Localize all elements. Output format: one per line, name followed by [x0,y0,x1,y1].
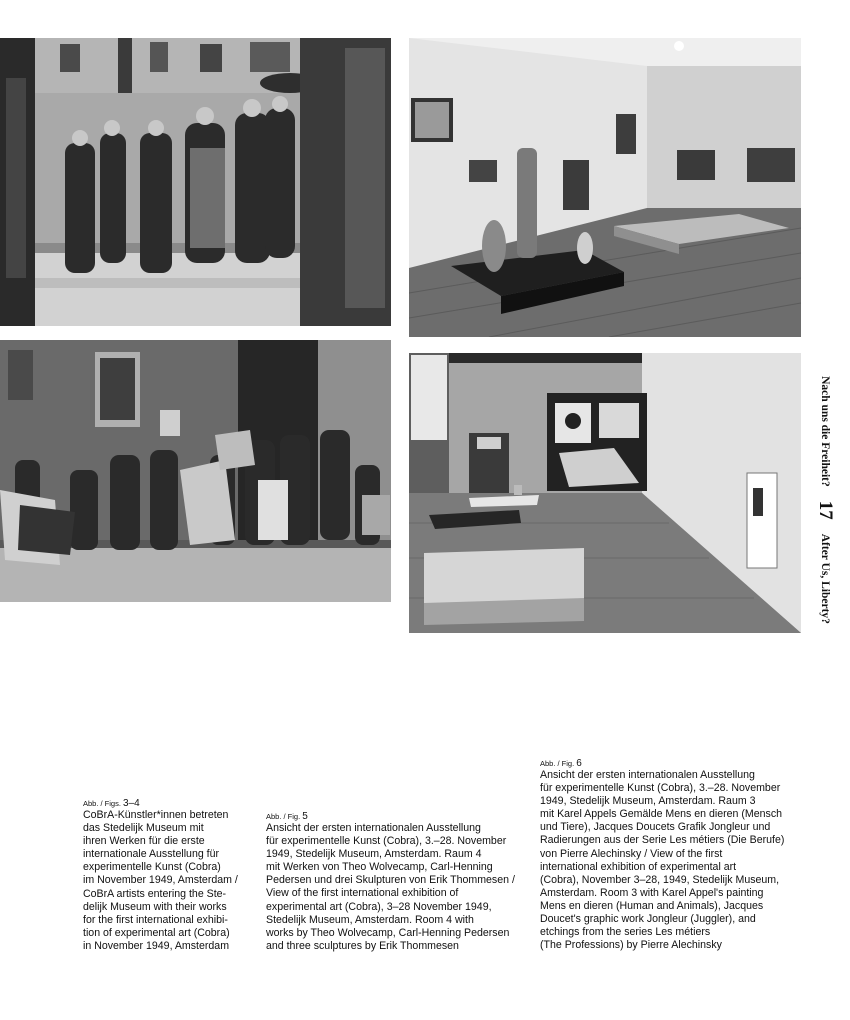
caption-line: Amsterdam. Room 3 with Karel Appel's painting [540,886,764,899]
photo-exhibition-room-3 [409,353,801,633]
caption-line: für experimentelle Kunst (Cobra), 3.–28. November [540,782,781,795]
caption-line: Radierungen aus der Serie Les métiers (Die Berufe) [540,834,785,847]
running-head [812,362,838,637]
caption-line: experimental art (Cobra), 3–28 November 1949, [266,900,492,913]
running-head-german: Nach uns die Freiheit? [819,375,831,487]
caption-line: internationale Ausstellung für [83,848,220,861]
photo-artists-entering [0,38,391,326]
caption-line: in November 1949, Amsterdam [83,939,230,952]
caption-label: Abb. / Fig. 5 [266,811,308,822]
caption-line: etchings from the series Les métiers [540,926,711,939]
caption-line: Ansicht der ersten internationalen Ausstellung [540,769,755,781]
caption-line: mit Werken von Theo Wolvecamp, Carl-Henning [266,861,493,874]
caption-line: (The Professions) by Pierre Alechinsky [540,939,722,952]
photo-artists-street-image [0,340,391,602]
caption-line: tion of experimental art (Cobra) [83,926,230,939]
caption-line: Pedersen und drei Skulpturen von Erik Thommesen / [266,874,515,887]
caption-fig-6 [540,758,805,952]
caption-line: international exhibition of experimental art [540,860,737,873]
caption-line: von Pierre Alechinsky / View of the first [540,847,723,860]
caption-line: works by Theo Wolvecamp, Carl-Henning Pedersen [266,926,510,939]
running-head-english: After Us, Liberty? [819,533,831,624]
caption-line: View of the first international exhibition of [266,887,459,900]
caption-line: (Cobra), November 3–28, 1949, Stedelijk Museum, [540,873,780,886]
caption-line: Ansicht der ersten internationalen Ausstellung [266,822,481,834]
caption-line: mit Karel Appels Gemälde Mens en dieren (Mensch [540,808,783,821]
caption-line: für experimentelle Kunst (Cobra), 3.–28. November [266,835,507,848]
photo-artists-street [0,340,391,602]
caption-line: ihren Werken für die erste [83,835,205,848]
caption-label: Abb. / Figs. 3–4 [83,798,140,809]
caption-label: Abb. / Fig. 6 [540,758,582,769]
caption-line: and three sculptures by Erik Thommesen [266,939,459,952]
page-number: 17 [815,500,836,520]
caption-fig-5 [266,811,531,953]
caption-line: Doucet's graphic work Jongleur (Juggler), and [540,913,756,926]
caption-line: CoBrA artists entering the Ste- [83,887,227,900]
photo-exhibition-room-4-image [409,38,801,337]
caption-line: delijk Museum with their works [83,900,227,913]
caption-line: for the first international exhibi- [83,913,228,926]
photo-exhibition-room-4 [409,38,801,337]
photo-artists-entering-image [0,38,391,326]
caption-line: Stedelijk Museum, Amsterdam. Room 4 with [266,913,474,926]
caption-line: 1949, Stedelijk Museum, Amsterdam. Raum 4 [266,848,482,861]
caption-line: das Stedelijk Museum mit [83,822,204,835]
caption-line: experimentelle Kunst (Cobra) [83,861,221,874]
caption-line: 1949, Stedelijk Museum, Amsterdam. Raum 3 [540,795,756,808]
caption-line: Mens en dieren (Human and Animals), Jacques [540,899,764,912]
caption-figs-3-4 [83,798,263,953]
caption-line: und Tiere), Jacques Doucets Grafik Jongleur und [540,821,771,834]
caption-line: im November 1949, Amsterdam / [83,874,238,887]
caption-line: CoBrA-Künstler*innen betreten [83,809,229,821]
photo-exhibition-room-3-image [409,353,801,633]
